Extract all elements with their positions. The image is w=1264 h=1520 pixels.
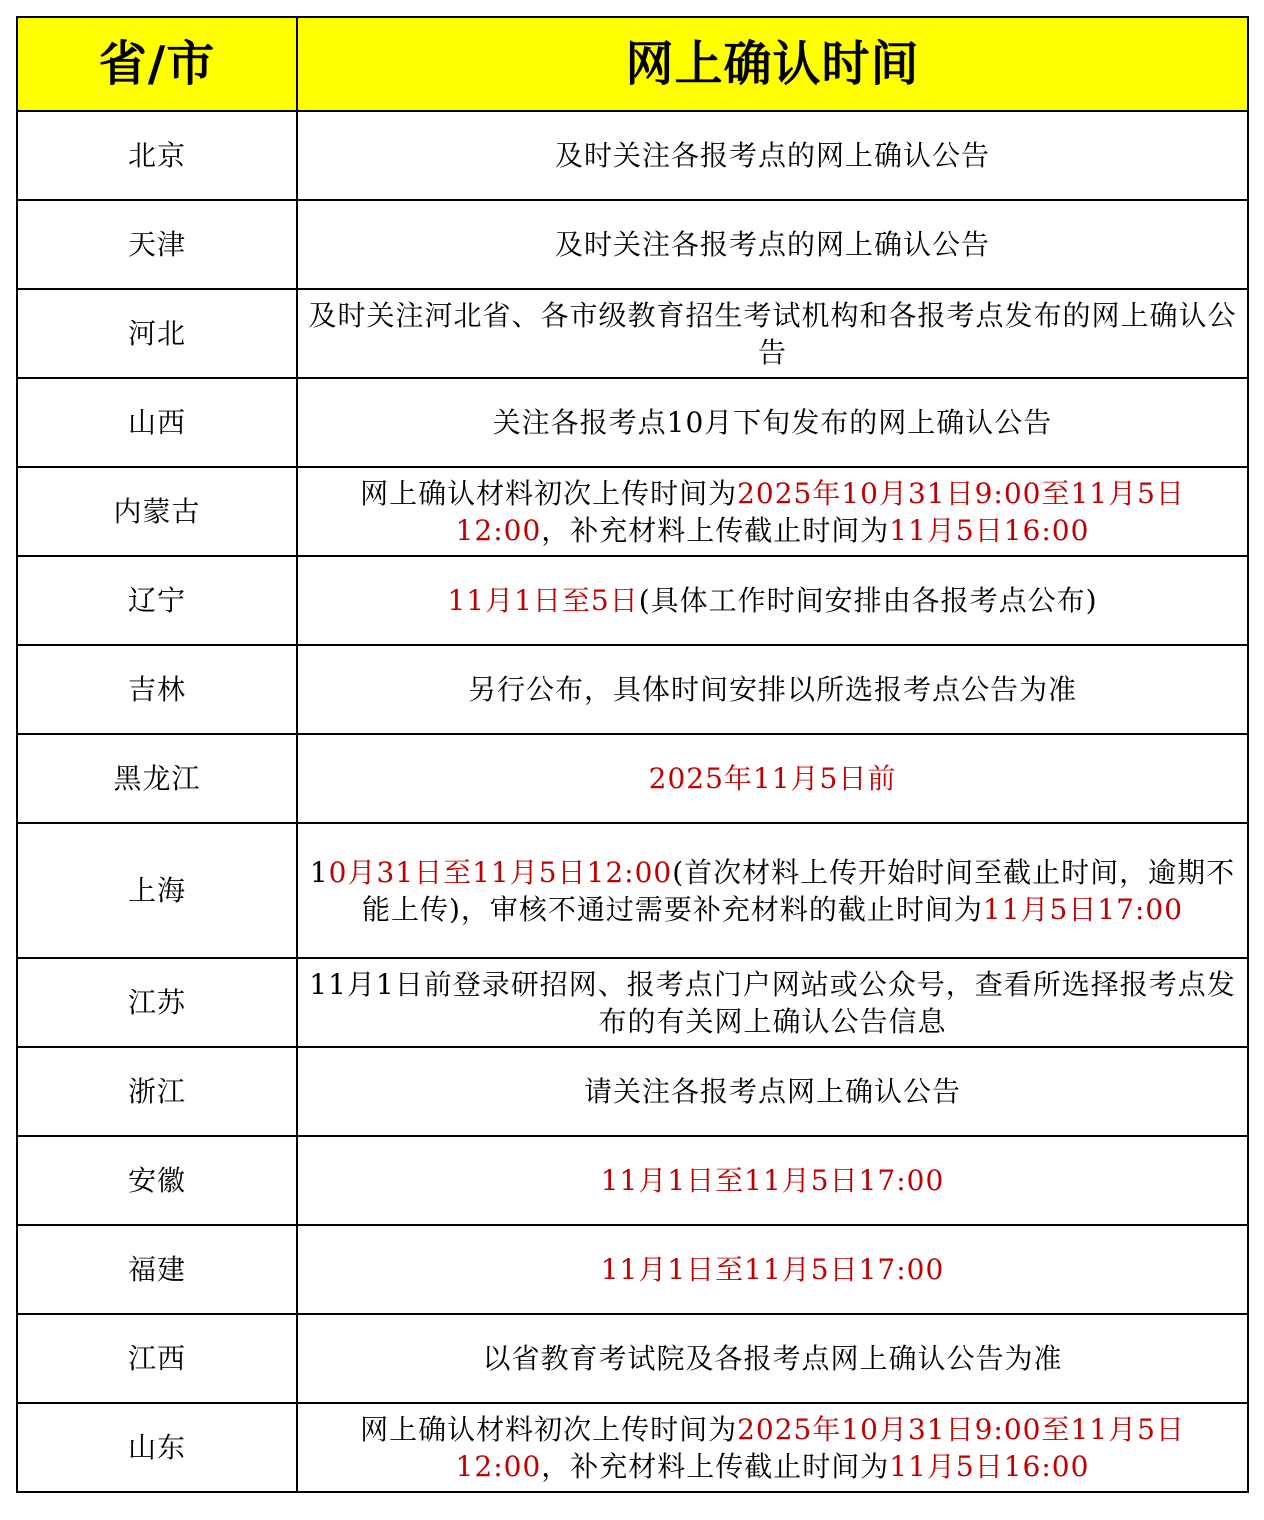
table-row <box>17 734 1248 823</box>
table-row <box>17 823 1248 958</box>
province-cell: 山东 <box>17 1403 297 1492</box>
table-row <box>17 1314 1248 1403</box>
province-cell: 吉林 <box>17 645 297 734</box>
time-text: 以省教育考试院及各报考点网上确认公告为准 <box>482 1342 1063 1375</box>
highlighted-date-text: 11月1日至5日 <box>447 584 639 617</box>
time-text: 网上确认材料初次上传时间为 <box>360 1412 738 1446</box>
time-text: 请关注各报考点网上确认公告 <box>583 1075 961 1108</box>
table-body <box>17 111 1248 1492</box>
confirmation-time-cell <box>297 378 1248 467</box>
table-row <box>17 289 1248 378</box>
table-row <box>17 556 1248 645</box>
province-cell: 江苏 <box>17 958 297 1047</box>
table-row <box>17 1047 1248 1136</box>
province-cell: 北京 <box>17 111 297 200</box>
province-cell: 天津 <box>17 200 297 289</box>
time-text: ，补充材料上传截止时间为 <box>541 1449 890 1483</box>
time-text: 1 <box>309 855 329 889</box>
table-row <box>17 958 1248 1047</box>
time-text: ，补充材料上传截止时间为 <box>541 513 890 547</box>
header-row <box>17 17 1248 111</box>
province-cell: 辽宁 <box>17 556 297 645</box>
highlighted-date-text: 11月5日16:00 <box>889 1449 1090 1483</box>
table-row <box>17 1225 1248 1314</box>
time-text: 11月1日前登录研招网、报考点门户网站或公众号，查看所选择报考点发布的有关网上确认公告信息 <box>309 967 1236 1038</box>
time-text: 及时关注各报考点的网上确认公告 <box>554 139 990 172</box>
confirmation-time-cell <box>297 1047 1248 1136</box>
time-text: (首次材料上传开始时间至截止时间，逾期不能上传)，审核不通过需要补充材料的截止时间为 <box>361 855 1236 926</box>
highlighted-date-text: 11月5日17:00 <box>982 892 1184 926</box>
confirmation-time-cell <box>297 289 1248 378</box>
province-cell: 内蒙古 <box>17 467 297 556</box>
highlighted-date-text: 2025年11月5日前 <box>648 762 897 795</box>
table-row <box>17 645 1248 734</box>
confirmation-time-cell <box>297 467 1248 556</box>
province-cell: 江西 <box>17 1314 297 1403</box>
confirmation-time-cell <box>297 111 1248 200</box>
province-cell: 河北 <box>17 289 297 378</box>
time-text: (具体工作时间安排由各报考点公布) <box>638 584 1098 617</box>
confirmation-time-cell <box>297 1225 1248 1314</box>
province-cell: 福建 <box>17 1225 297 1314</box>
confirmation-time-cell <box>297 734 1248 823</box>
header-province: 省/市 <box>17 17 297 111</box>
table-row <box>17 1136 1248 1225</box>
confirmation-time-cell <box>297 1314 1248 1403</box>
confirmation-time-cell <box>297 1136 1248 1225</box>
confirmation-time-cell <box>297 823 1248 958</box>
province-cell: 上海 <box>17 823 297 958</box>
table-row <box>17 467 1248 556</box>
time-text: 关注各报考点10月下旬发布的网上确认公告 <box>492 406 1053 439</box>
confirmation-time-cell <box>297 958 1248 1047</box>
time-text: 及时关注各报考点的网上确认公告 <box>554 228 990 261</box>
province-cell: 黑龙江 <box>17 734 297 823</box>
highlighted-date-text: 0月31日至11月5日12:00 <box>328 855 673 889</box>
highlighted-date-text: 2025年10月31日9:00至11月5日12:00 <box>455 476 1185 547</box>
time-text: 另行公布，具体时间安排以所选报考点公告为准 <box>467 673 1077 706</box>
highlighted-date-text: 2025年10月31日9:00至11月5日12:00 <box>455 1412 1185 1483</box>
table-row <box>17 1403 1248 1492</box>
table-row <box>17 200 1248 289</box>
table-row <box>17 111 1248 200</box>
highlighted-date-text: 11月1日至11月5日17:00 <box>600 1253 945 1286</box>
time-text: 网上确认材料初次上传时间为 <box>360 476 738 510</box>
confirmation-time-cell <box>297 556 1248 645</box>
time-text: 及时关注河北省、各市级教育招生考试机构和各报考点发布的网上确认公告 <box>308 298 1237 369</box>
confirmation-time-cell <box>297 1403 1248 1492</box>
header-confirmation-time: 网上确认时间 <box>297 17 1248 111</box>
highlighted-date-text: 11月5日16:00 <box>889 513 1090 547</box>
province-cell: 安徽 <box>17 1136 297 1225</box>
province-cell: 浙江 <box>17 1047 297 1136</box>
confirmation-time-cell <box>297 200 1248 289</box>
table-row <box>17 378 1248 467</box>
confirmation-time-cell <box>297 645 1248 734</box>
highlighted-date-text: 11月1日至11月5日17:00 <box>600 1164 945 1197</box>
province-cell: 山西 <box>17 378 297 467</box>
confirmation-schedule-table <box>16 16 1249 1493</box>
